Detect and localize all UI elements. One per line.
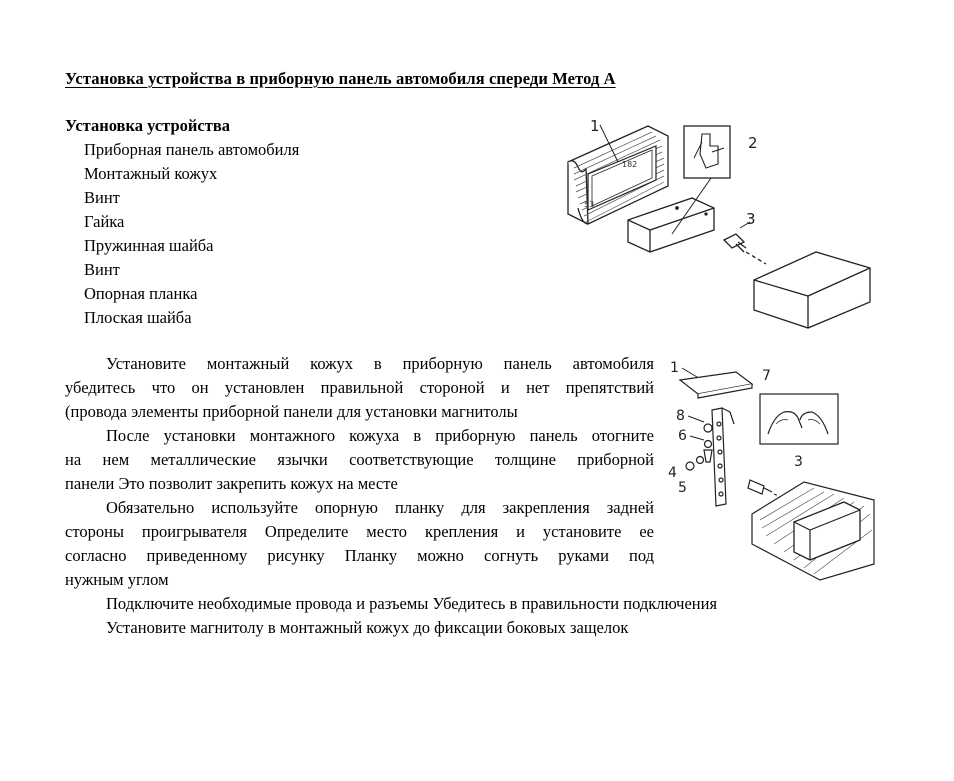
parts-heading: Установка устройства (65, 116, 230, 135)
sleeve-install-diagram (560, 112, 890, 337)
detail-inset (684, 126, 730, 178)
dashboard-panel (568, 126, 668, 224)
parts-list-item: Винт (84, 188, 120, 207)
support-strap (712, 408, 734, 506)
height-dimension-label: 53 (584, 200, 595, 209)
hand-bending-inset (760, 394, 838, 444)
paragraph-line: (провода элементы приборной панели для установки магнитолы (65, 402, 518, 421)
paragraph-line: нужным углом (65, 570, 169, 589)
parts-list-item: Опорная планка (84, 284, 198, 303)
mounting-sleeve (628, 198, 714, 252)
installation-figure-top (560, 112, 890, 337)
paragraph-line: стороны проигрывателя Определите место крепления и установите ее (65, 522, 654, 541)
callout-5: 5 (678, 480, 687, 496)
parts-list-item: Винт (84, 260, 120, 279)
callout-7: 7 (762, 368, 771, 384)
parts-list-item: Плоская шайба (84, 308, 192, 327)
callout-1: 1 (590, 117, 600, 135)
paragraph-line: панели Это позволит закрепить кожух на месте (65, 474, 398, 493)
paragraph-line: После установки монтажного кожуха в приборную панель отогните (106, 426, 654, 445)
parts-list-item: Приборная панель автомобиля (84, 140, 300, 159)
callout-8: 8 (676, 408, 685, 424)
width-dimension-label: 182 (622, 160, 638, 169)
radio-unit-in-dash (752, 482, 874, 580)
radio-unit (754, 252, 870, 328)
paragraph-line: Обязательно используйте опорную планку для закрепления задней (106, 498, 654, 517)
installation-figure-bottom (664, 354, 888, 582)
paragraph-line: на нем металлические язычки соответствующие толщине приборной (65, 450, 654, 469)
paragraph-line: согласно приведенному рисунку Планку можно согнуть руками под (65, 546, 654, 565)
callout-4: 4 (668, 465, 677, 481)
screw (748, 480, 772, 494)
callout-2: 2 (748, 134, 758, 152)
callout-3: 3 (794, 454, 803, 470)
callout-3: 3 (746, 210, 756, 228)
parts-list-item: Гайка (84, 212, 125, 231)
support-strap-diagram (664, 354, 888, 582)
screw (724, 234, 746, 252)
paragraph-line: Установите монтажный кожух в приборную панель автомобиля (106, 354, 654, 373)
washers-and-nut (686, 424, 712, 470)
paragraph-line: убедитесь что он установлен правильной стороной и нет препятствий (65, 378, 654, 397)
callout-6: 6 (678, 428, 687, 444)
callout-1: 1 (670, 360, 679, 376)
parts-list-item: Пружинная шайба (84, 236, 214, 255)
page-title: Установка устройства в приборную панель автомобиля спереди Метод А (65, 69, 616, 88)
parts-list-item: Монтажный кожух (84, 164, 218, 183)
paragraph-line: Подключите необходимые провода и разъемы Убедитесь в правильности подключения (106, 594, 718, 613)
paragraph-line: Установите магнитолу в монтажный кожух до фиксации боковых защелок (106, 618, 629, 637)
dashboard-panel (680, 372, 752, 398)
